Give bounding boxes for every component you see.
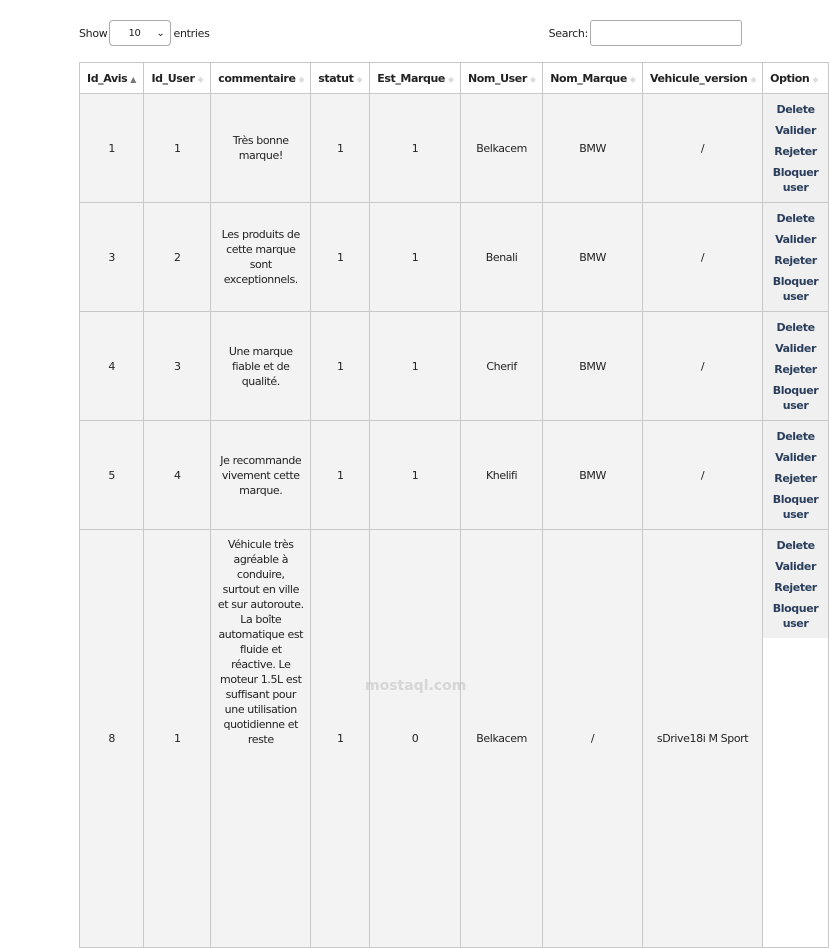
column-header-vehicule-version[interactable]	[642, 63, 762, 94]
table-row	[80, 203, 829, 312]
sort-icon: ◆	[356, 74, 363, 84]
column-header-label: Nom_Marque	[550, 71, 627, 85]
column-header-label: Vehicule_version	[649, 71, 748, 85]
sort-icon: ◆	[447, 74, 454, 84]
cell-vehicule-version: /	[642, 94, 762, 203]
valider-link[interactable]: Valider	[775, 124, 816, 137]
column-header-est-marque[interactable]	[370, 63, 461, 94]
bloquer-user-link[interactable]: Bloquer user	[772, 493, 819, 521]
table-row	[80, 421, 829, 530]
cell-vehicule-version: /	[642, 421, 762, 530]
cell-statut: 1	[311, 94, 370, 203]
valider-link[interactable]: Valider	[775, 560, 816, 573]
sort-icon: ▲	[130, 74, 137, 84]
column-header-option[interactable]	[763, 63, 829, 94]
cell-id-avis: 4	[80, 312, 144, 421]
cell-est-marque: 0	[370, 530, 461, 948]
rejeter-link[interactable]: Rejeter	[774, 581, 817, 594]
column-header-nom-user[interactable]	[460, 63, 542, 94]
cell-id-user: 3	[144, 312, 211, 421]
cell-statut: 1	[311, 312, 370, 421]
cell-nom-marque: BMW	[543, 312, 643, 421]
action-group	[763, 421, 828, 529]
column-header-label: Id_Avis	[87, 71, 128, 85]
sort-icon: ◆	[629, 74, 636, 84]
show-label: Show	[79, 26, 108, 40]
action-group	[763, 94, 828, 202]
cell-option	[763, 421, 829, 530]
table-controls	[79, 19, 742, 47]
column-header-id-user[interactable]	[144, 63, 211, 94]
cell-commentaire: Véhicule très agréable à conduire, surtout en ville et sur autoroute. La boîte automatique est fluide et réactive. Le moteur 1.5L est suffisant pour une utilisation quotidienne et reste	[211, 530, 311, 948]
column-header-label: Option	[770, 71, 810, 85]
entries-label: entries	[173, 26, 210, 40]
cell-commentaire: Une marque fiable et de qualité.	[211, 312, 311, 421]
valider-link[interactable]: Valider	[775, 233, 816, 246]
action-group	[763, 312, 828, 420]
sort-icon: ◆	[812, 74, 819, 84]
cell-nom-marque: /	[543, 530, 643, 948]
bloquer-user-link[interactable]: Bloquer user	[772, 602, 819, 630]
cell-statut: 1	[311, 421, 370, 530]
column-header-label: statut	[318, 71, 354, 85]
sort-icon: ◆	[529, 74, 536, 84]
page-length-value: 10	[128, 27, 141, 39]
cell-est-marque: 1	[370, 312, 461, 421]
page-length-control	[79, 20, 210, 46]
cell-option	[763, 203, 829, 312]
reviews-table	[79, 62, 829, 948]
bloquer-user-link[interactable]: Bloquer user	[772, 166, 819, 194]
cell-nom-user: Belkacem	[460, 530, 542, 948]
column-header-label: Nom_User	[467, 71, 527, 85]
column-header-nom-marque[interactable]	[543, 63, 643, 94]
cell-commentaire: Je recommande vivement cette marque.	[211, 421, 311, 530]
table-row	[80, 530, 829, 948]
rejeter-link[interactable]: Rejeter	[774, 145, 817, 158]
column-header-statut[interactable]	[311, 63, 370, 94]
table-row	[80, 94, 829, 203]
rejeter-link[interactable]: Rejeter	[774, 472, 817, 485]
table-row	[80, 312, 829, 421]
cell-id-user: 4	[144, 421, 211, 530]
cell-id-user: 1	[144, 94, 211, 203]
cell-nom-user: Belkacem	[460, 94, 542, 203]
cell-est-marque: 1	[370, 203, 461, 312]
cell-option	[763, 530, 829, 948]
cell-id-user: 2	[144, 203, 211, 312]
cell-nom-user: Benali	[460, 203, 542, 312]
delete-link[interactable]: Delete	[776, 430, 815, 443]
rejeter-link[interactable]: Rejeter	[774, 254, 817, 267]
cell-nom-marque: BMW	[543, 421, 643, 530]
sort-icon: ◆	[750, 74, 757, 84]
chevron-down-icon: ⌄	[156, 27, 165, 39]
cell-option	[763, 94, 829, 203]
column-header-commentaire[interactable]	[211, 63, 311, 94]
column-header-label: Id_User	[151, 71, 195, 85]
cell-id-avis: 5	[80, 421, 144, 530]
cell-id-avis: 1	[80, 94, 144, 203]
column-header-label: commentaire	[218, 71, 296, 85]
sort-icon: ◆	[298, 74, 305, 84]
cell-nom-marque: BMW	[543, 94, 643, 203]
page-length-select[interactable]	[109, 20, 171, 46]
column-header-label: Est_Marque	[377, 71, 445, 85]
cell-id-avis: 3	[80, 203, 144, 312]
cell-est-marque: 1	[370, 94, 461, 203]
cell-nom-user: Khelifi	[460, 421, 542, 530]
cell-vehicule-version: /	[642, 203, 762, 312]
search-label: Search:	[548, 26, 588, 40]
action-group	[763, 203, 828, 311]
header-row	[80, 63, 829, 94]
delete-link[interactable]: Delete	[776, 212, 815, 225]
cell-est-marque: 1	[370, 421, 461, 530]
cell-commentaire: Très bonne marque!	[211, 94, 311, 203]
action-group	[763, 530, 828, 638]
cell-vehicule-version: sDrive18i M Sport	[642, 530, 762, 948]
delete-link[interactable]: Delete	[776, 539, 815, 552]
delete-link[interactable]: Delete	[776, 321, 815, 334]
cell-vehicule-version: /	[642, 312, 762, 421]
sort-icon: ◆	[197, 74, 204, 84]
cell-statut: 1	[311, 530, 370, 948]
cell-statut: 1	[311, 203, 370, 312]
watermark: mostaql.com	[365, 678, 467, 694]
valider-link[interactable]: Valider	[775, 342, 816, 355]
bloquer-user-link[interactable]: Bloquer user	[772, 384, 819, 412]
rejeter-link[interactable]: Rejeter	[774, 363, 817, 376]
search-control	[549, 20, 742, 46]
cell-nom-user: Cherif	[460, 312, 542, 421]
delete-link[interactable]: Delete	[776, 103, 815, 116]
cell-id-user: 1	[144, 530, 211, 948]
search-input[interactable]	[590, 20, 742, 46]
column-header-id-avis[interactable]	[80, 63, 144, 94]
cell-id-avis: 8	[80, 530, 144, 948]
cell-option	[763, 312, 829, 421]
bloquer-user-link[interactable]: Bloquer user	[772, 275, 819, 303]
cell-commentaire: Les produits de cette marque sont exceptionnels.	[211, 203, 311, 312]
cell-nom-marque: BMW	[543, 203, 643, 312]
valider-link[interactable]: Valider	[775, 451, 816, 464]
